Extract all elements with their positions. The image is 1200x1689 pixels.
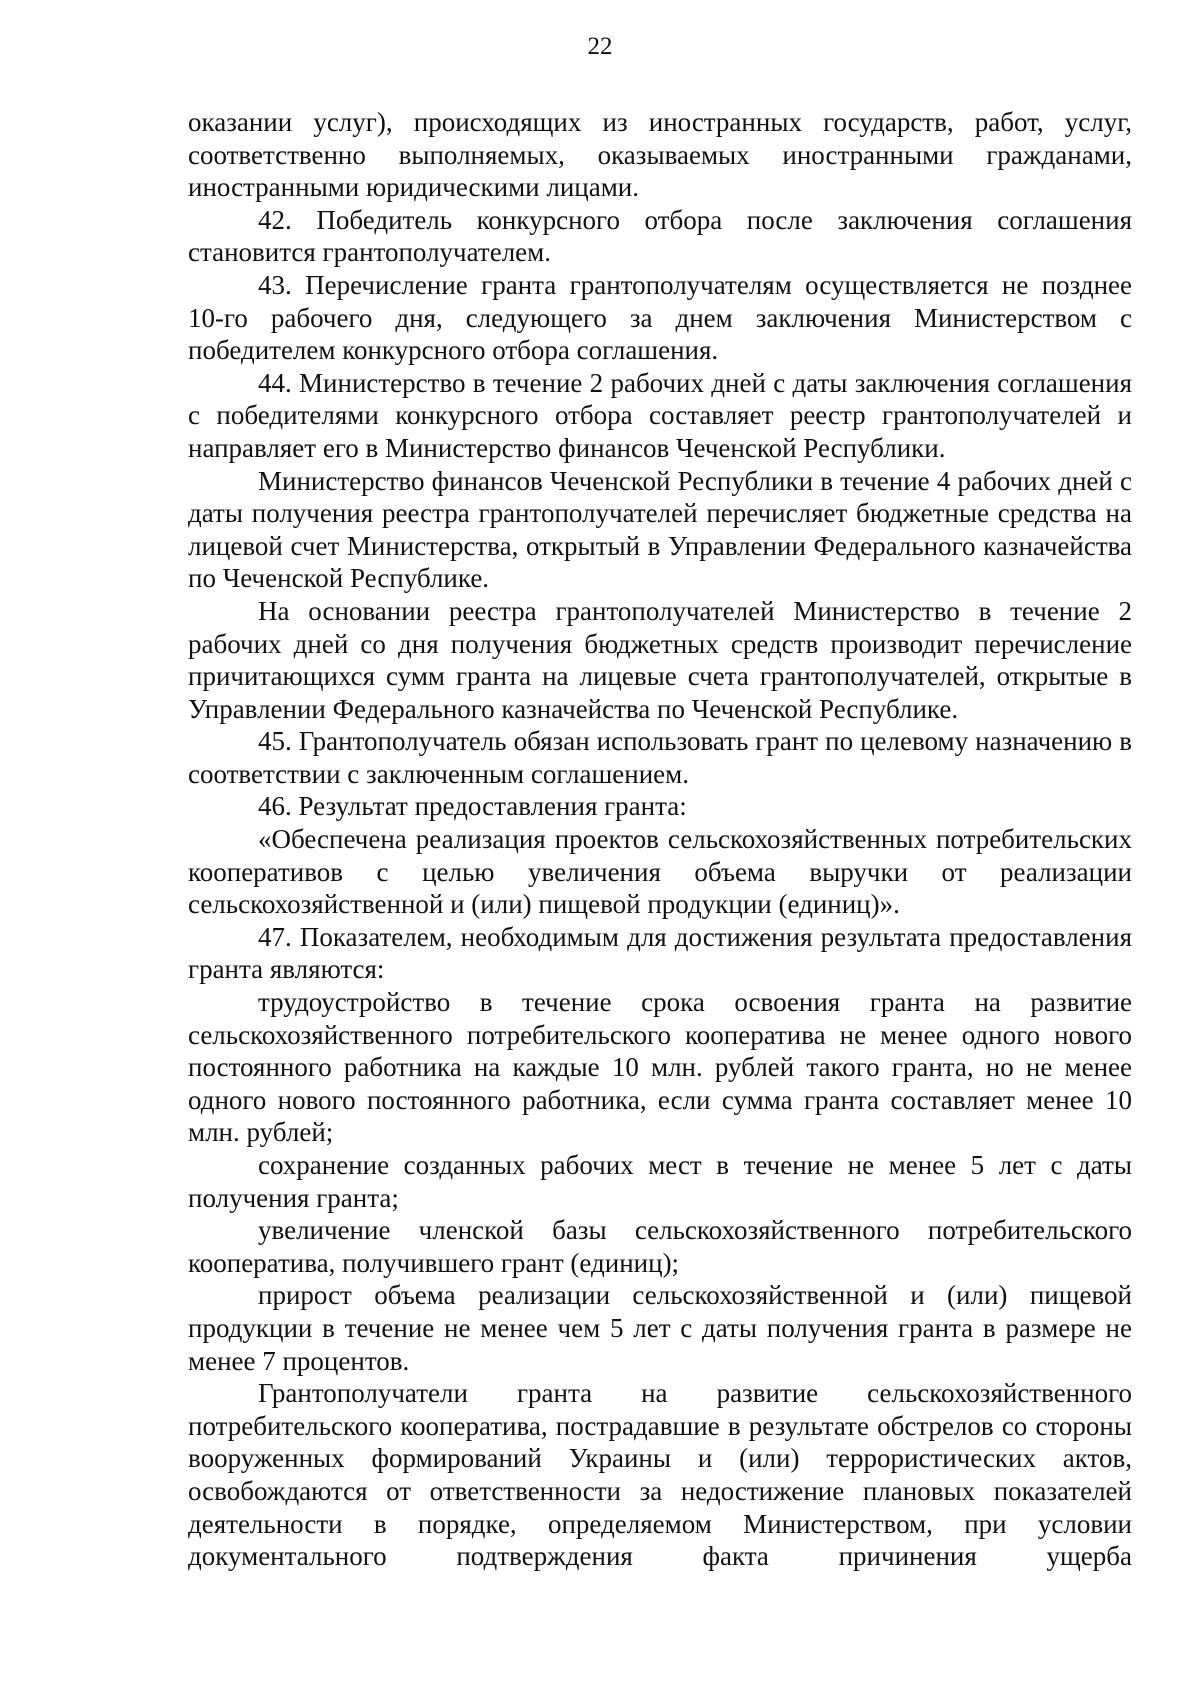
paragraph-sales-growth: прирост объема реализации сельскохозяйственной и (или) пищевой продукции в течение не менее чем 5 лет с даты получения гранта в размере не менее 7 процентов. — [188, 1280, 1132, 1376]
paragraph-47: 47. Показателем, необходимым для достижения результата предоставления гранта являются: — [188, 921, 1132, 985]
paragraph-45: 45. Грантополучатель обязан использовать грант по целевому назначению в соответствии с заключенным соглашением. — [188, 726, 1132, 789]
paragraph-result-quote: «Обеспечена реализация проектов сельскохозяйственных потребительских кооперативов с целью увеличения объема выручки от реализации сельскохозяйственной и (или) пищевой продукции (единиц)». — [188, 824, 1132, 920]
paragraph-43: 43. Перечисление гранта грантополучателям осуществляется не позднее 10-го рабочего дня, следующего за днем заключения Министерством с победителем конкурсного отбора соглашения. — [188, 269, 1132, 366]
paragraph-employment: трудоустройство в течение срока освоения гранта на развитие сельскохозяйственного потребительского кооператива не менее одного нового постоянного работника на каждые 10 млн. рублей такого гранта, но не менее одного нового постоянного работника, если сумма гранта составляет менее 10 млн. рублей; — [188, 987, 1132, 1148]
document-body — [188, 106, 1132, 1573]
paragraph-continuation: оказании услуг), происходящих из иностранных государств, работ, услуг, соответственно выполняемых, оказываемых иностранными гражданами, иностранными юридическими лицами. — [188, 107, 1132, 203]
paragraph-44: 44. Министерство в течение 2 рабочих дней с даты заключения соглашения с победителями конкурсного отбора составляет реестр грантополучателей и направляет его в Министерство финансов Чеченской Республики. — [188, 367, 1132, 463]
paragraph-membership: увеличение членской базы сельскохозяйственного потребительского кооператива, получившего грант (единиц); — [188, 1215, 1132, 1278]
paragraph-46: 46. Результат предоставления гранта: — [258, 791, 687, 822]
paragraph-registry-basis: На основании реестра грантополучателей Министерство в течение 2 рабочих дней со дня получения бюджетных средств производит перечисление причитающихся сумм гранта на лицевые счета грантополучателей, открытые в Управлении Федерального казначейства по Чеченской Республике. — [188, 595, 1132, 724]
paragraph-42: 42. Победитель конкурсного отбора после заключения соглашения становится грантополучателем. — [188, 204, 1132, 268]
paragraph-ministry-finance: Министерство финансов Чеченской Республики в течение 4 рабочих дней с даты получения реестра грантополучателей перечисляет бюджетные средства на лицевой счет Министерства, открытый в Управлении Федерального казначейства по Чеченской Республике. — [188, 465, 1132, 594]
page-number: 22 — [587, 33, 613, 60]
paragraph-exemption: Грантополучатели гранта на развитие сельскохозяйственного потребительского кооператива, пострадавшие в результате обстрелов со стороны вооруженных формирований Украины и (или) террористических актов, освобождаются от ответственности за недостижение плановых показателей деятельности в порядке, определяемом Министерством, при условии документального подтверждения факта причинения ущерба — [188, 1378, 1132, 1572]
paragraph-job-retention: сохранение созданных рабочих мест в течение не менее 5 лет с даты получения гранта; — [188, 1150, 1132, 1213]
